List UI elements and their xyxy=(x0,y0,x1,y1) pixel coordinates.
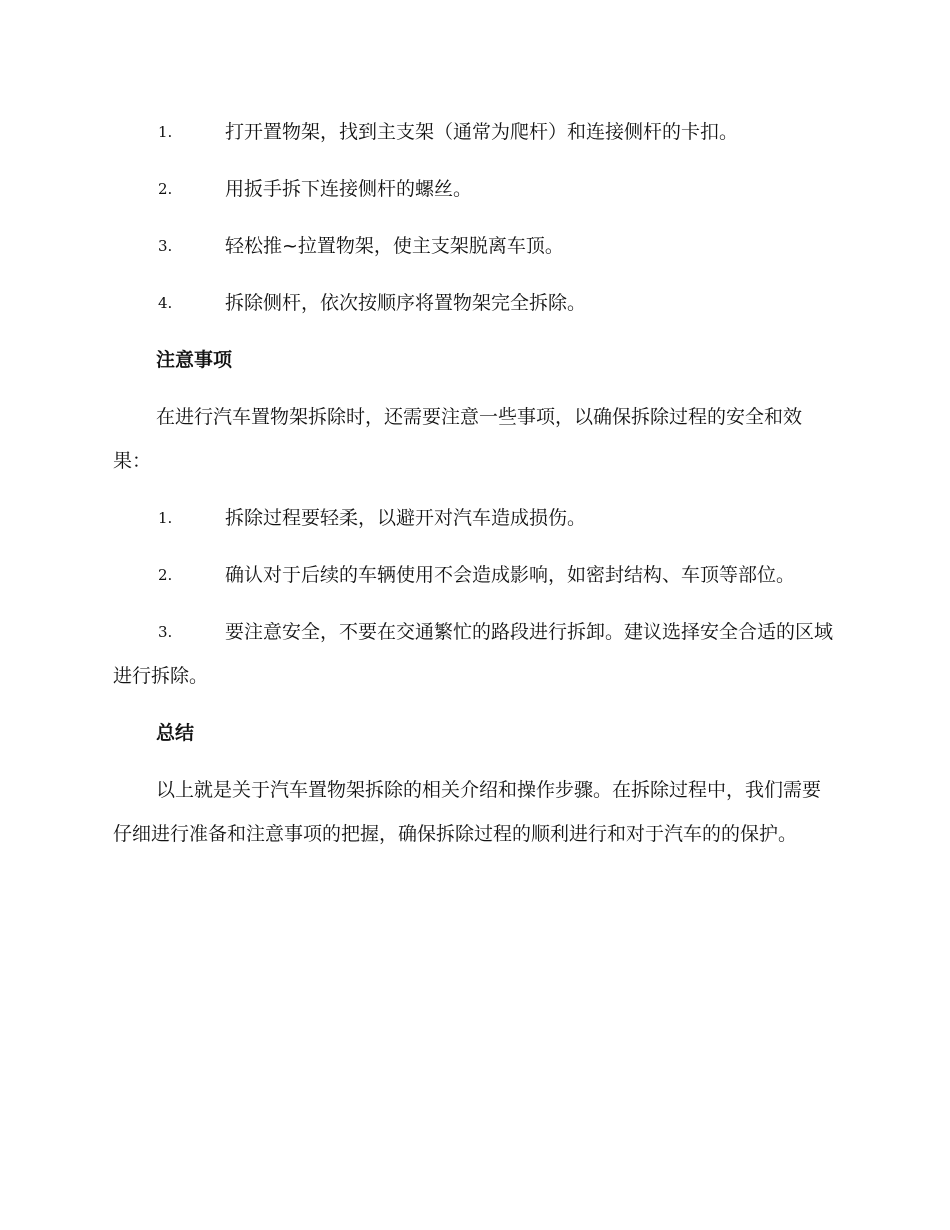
list-item xyxy=(113,167,835,211)
list-number: 2. xyxy=(158,566,173,584)
list-item xyxy=(113,553,835,597)
notes-intro-paragraph: 在进行汽车置物架拆除时，还需要注意一些事项，以确保拆除过程的安全和效果： xyxy=(113,406,803,472)
list-number: 3. xyxy=(158,237,173,255)
section-heading-summary: 总结 xyxy=(156,722,195,744)
list-item xyxy=(113,610,835,698)
list-text: 打开置物架，找到主支架（通常为爬杆）和连接侧杆的卡扣。 xyxy=(225,121,739,143)
list-text: 轻松推~拉置物架，使主支架脱离车顶。 xyxy=(225,235,564,257)
list-text: 确认对于后续的车辆使用不会造成影响，如密封结构、车顶等部位。 xyxy=(225,564,796,586)
list-number: 4. xyxy=(158,294,173,312)
section-heading-notes: 注意事项 xyxy=(156,349,233,371)
summary-paragraph: 以上就是关于汽车置物架拆除的相关介绍和操作步骤。在拆除过程中，我们需要仔细进行准备和注意事项的把握，确保拆除过程的顺利进行和对于汽车的的保护。 xyxy=(113,779,822,845)
list-item xyxy=(113,281,835,325)
list-number: 3. xyxy=(158,623,173,641)
list-text: 拆除侧杆，依次按顺序将置物架完全拆除。 xyxy=(225,292,587,314)
list-item xyxy=(113,224,835,268)
list-number: 2. xyxy=(158,180,173,198)
document-content xyxy=(113,110,835,869)
list-text: 拆除过程要轻柔，以避开对汽车造成损伤。 xyxy=(225,507,587,529)
list-text: 用扳手拆下连接侧杆的螺丝。 xyxy=(225,178,473,200)
list-item xyxy=(113,496,835,540)
list-number: 1. xyxy=(158,509,173,527)
list-item xyxy=(113,110,835,154)
list-text: 要注意安全，不要在交通繁忙的路段进行拆卸。建议选择安全合适的区域进行拆除。 xyxy=(113,621,834,687)
list-number: 1. xyxy=(158,123,173,141)
